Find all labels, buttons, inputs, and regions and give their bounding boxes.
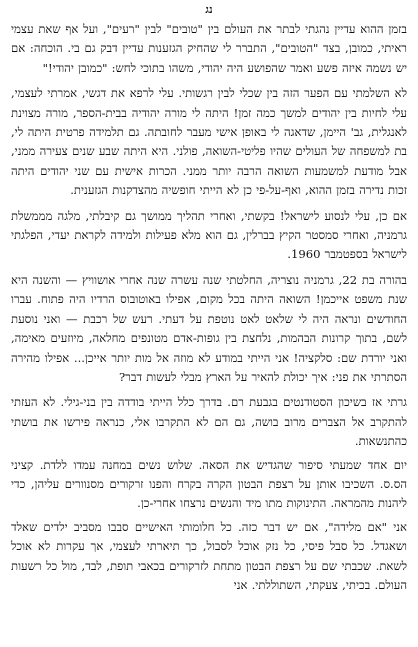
paragraph-5: גרתי אז בשיכון הסטודנטים בגבעת רם. בדרך כלל הייתי בודדה בין בני-גילי. לא העזתי להתקרב אל הצברים מרוב בושה, גם הם לא התקרבו אלי, כנראה פירשו את בושתי כהתנשאות.: [11, 395, 407, 449]
paragraph-2: לא השלמתי עם הפער הזה בין שכלי לבין רגשותי. עלי לרפא את דגשי, אמרתי לעצמי, עלי לחיות בין יהודים למשך כמה זמן! היתה לי מורה יהודיה בבית-הספר, מורה מצוינת לאנגלית, גב' היימן, שדאגה לי באופן אישי מעבר לחובתה. גם תלמידה פרטית היתה לי, בת למשפחה של העולים שהיו פליטי-השואה, פולני. היא היתה שבע שנים צעירה ממני, אבל מודעת למשמעות השואה הרבה יותר ממני. הכרות אישית עם שני יהודים היתה זכות נדירה בזמן ההוא, ואף-על-פי כן לא הייתי חופשיה מהצדקנות הגזענית.: [11, 86, 407, 198]
paragraph-4: בהורה בת 22, גרמניה נוצריה, החלטתי שנה עשרה שנה אחרי אושוויץ — והשנה היא שנת משפט אייכמן! השואה היתה בכל מקום, אפילו באוטובוס הרדיו היה פתוח. עברו החודשים ונראה היה לי שלאט לאט נוטפת על דעתי. רעש של רכבת — ואני נוסעת לשם, בתוך קרונות הבהמות, נלחצת בין גופות-אדם מטונפים מחלאה, מיוזעים מאימה, ואני יורדת שם: סלקציה! אני הייתי במודע לא מוזה אל מות יותר אייכן... אפילו מהירה הסתרתי את פני: איך יכולת להאיר על הארץ מבלי לעשות דבר?: [11, 272, 407, 384]
paragraph-3: אם כן, עלי לנסוע לישראל! בקשתי, ואחרי תהליך ממושך גם קיבלתי, מלגה מממשלת גרמניה, ואחרי סמסטר הקיץ בברלין, גם הוא מלא פעילות ולמידה לקראת יעדי, הפלגתי לישראל בספטמבר 1960.: [11, 208, 407, 262]
paragraph-7: אני "אם מלידה", אם יש דבר כזה. כל חלומותי האישיים סבבו מסביב ילדים שאלד ושאגדל. כל סבל פיסי, כל נזק אוכל לסבול, כך תיארתי לעצמי, אך עקרות לא אוכל לשאת. שכבתי שם על רצפת הבטון מתחת לזרקורים בכאבי תופת, לבד, מול כל רשעות העולם. בכיתי, צעקתי, השתוללתי. אני: [11, 519, 407, 592]
paragraph-6: יום אחד שמעתי סיפור שהגדיש את הסאה. שלוש נשים במחנה עמדו ללדת. קציני הס.ס. השכיבו אותן על רצפת הבטון הקרה בקרח והפנו זרקורים מסנוורים עליהן, כדי ליהנות מהמראה. התינוקות מתו מיד והנשים נרצחו אחרי-כן.: [11, 457, 407, 511]
page-number: נג: [205, 3, 213, 16]
paragraph-1: בזמן ההוא עדיין נהגתי לבתר את העולם בין "טובים" לבין "רעים", ועל אף שאת עצמי ראיתי, כמובן, בצד "הטובים", התברר לי שהחיק הגזענות עדיין דבק גם בי. הוכחה: אם יש נשמה איזה פשע ואמר שהפושע היה יהודי, משהו בתוכי לחש: "כמובן יהודי!": [11, 22, 407, 75]
